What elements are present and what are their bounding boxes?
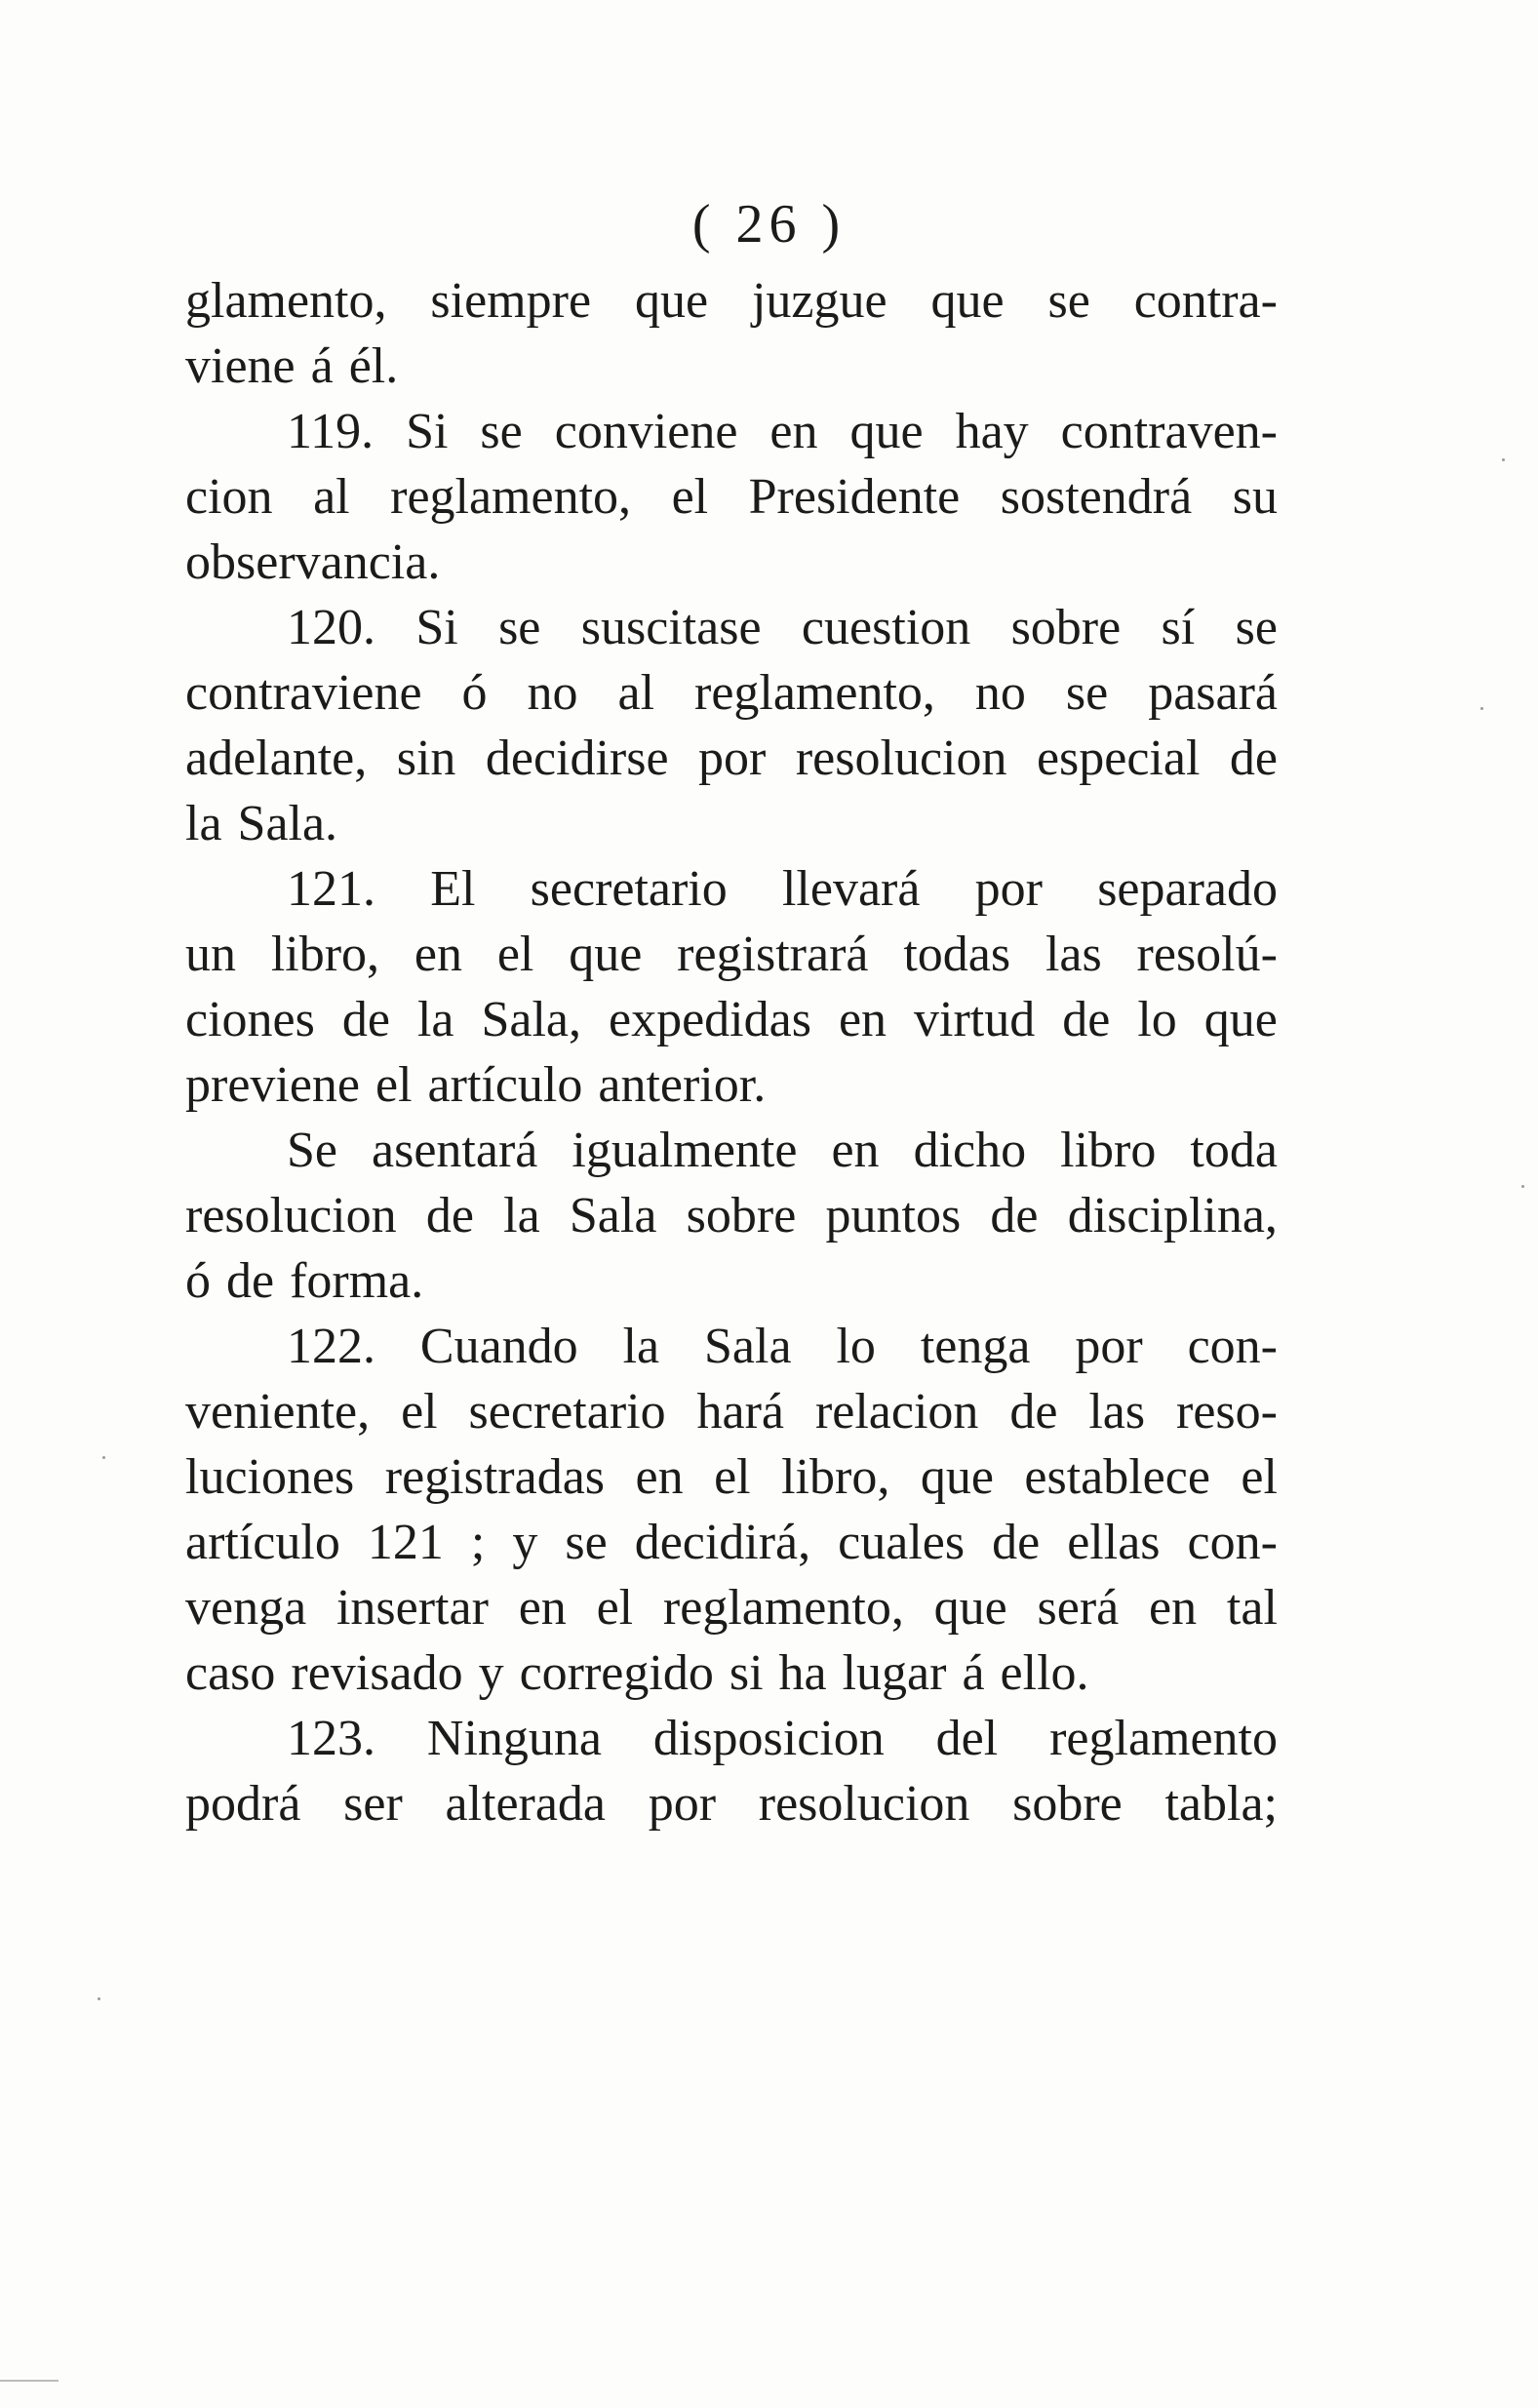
word: la (503, 1188, 540, 1243)
text-line (185, 268, 1278, 334)
word: Si (415, 600, 458, 655)
word: al (313, 469, 350, 525)
word: hará (696, 1384, 785, 1440)
word: reglamento, (694, 665, 935, 721)
word: sobre (1010, 600, 1122, 655)
word: de (341, 992, 390, 1047)
word: resolú- (1136, 927, 1278, 982)
word: 123. (287, 1711, 375, 1766)
paper-speck (102, 1456, 105, 1459)
text-line (185, 1575, 1278, 1640)
word: relacion (814, 1384, 979, 1440)
word: á (962, 1645, 985, 1701)
word: de (1229, 730, 1278, 786)
word: ó (461, 665, 488, 721)
word: lo (1137, 992, 1177, 1047)
word: contraven- (1060, 404, 1278, 459)
word: la (185, 796, 222, 851)
word: y (512, 1515, 538, 1570)
word: artículo (185, 1515, 340, 1570)
word: siempre (430, 273, 592, 329)
word: decidirse (485, 730, 669, 786)
word: por (974, 861, 1043, 917)
word: el (496, 927, 534, 982)
text-line (185, 856, 1278, 922)
word: sostendrá (1000, 469, 1193, 525)
word: resolucion (758, 1776, 970, 1832)
word: lugar (842, 1645, 947, 1701)
word: sin (396, 730, 456, 786)
word: el (714, 1449, 751, 1505)
word: disposicion (652, 1711, 885, 1766)
word: podrá (185, 1776, 301, 1832)
text-line (185, 1314, 1278, 1379)
word: en (518, 1580, 567, 1636)
word: en (635, 1449, 684, 1505)
word: un (185, 927, 236, 982)
word: 122. (287, 1319, 375, 1374)
word: en (1149, 1580, 1198, 1636)
word: conviene (554, 404, 738, 459)
word: forma. (290, 1253, 424, 1309)
word: 119. (287, 404, 375, 459)
word: que (1203, 992, 1278, 1047)
page-number: ( 26 ) (691, 194, 847, 255)
word: glamento, (185, 273, 387, 329)
word: el (375, 1057, 413, 1113)
word: cuestion (801, 600, 971, 655)
word: y (478, 1645, 504, 1701)
word: virtud (914, 992, 1036, 1047)
word: igualmente (572, 1123, 798, 1178)
word: las (1045, 927, 1102, 982)
word: del (935, 1711, 999, 1766)
word: en (414, 927, 462, 982)
word: si (729, 1645, 764, 1701)
word: ha (778, 1645, 827, 1701)
word: libro, (781, 1449, 890, 1505)
word: la (416, 992, 454, 1047)
text-line (185, 1444, 1278, 1510)
word: el (671, 469, 709, 525)
word: en (838, 992, 887, 1047)
word: luciones (185, 1449, 355, 1505)
word: Sala, (481, 992, 581, 1047)
word: disciplina, (1067, 1188, 1278, 1243)
text-line (185, 334, 1278, 399)
text-line (185, 1052, 1278, 1118)
word: previene (185, 1057, 361, 1113)
text-line (185, 660, 1278, 726)
word: separado (1097, 861, 1278, 917)
word: asentará (372, 1123, 538, 1178)
word: ciones (185, 992, 315, 1047)
word: tenga (920, 1319, 1031, 1374)
text-line (185, 1118, 1278, 1183)
word: registrará (677, 927, 869, 982)
word: Sala. (237, 796, 338, 851)
paper-speck (1502, 458, 1505, 461)
word: que (920, 1449, 994, 1505)
word: especial (1036, 730, 1201, 786)
word: Presidente (748, 469, 961, 525)
text-line (185, 595, 1278, 660)
word: Sala (569, 1188, 657, 1243)
word: se (480, 404, 523, 459)
word: cion (185, 469, 273, 525)
word: que (849, 404, 924, 459)
word: que (933, 1580, 1007, 1636)
word: ser (343, 1776, 403, 1832)
word: caso (185, 1645, 276, 1701)
word: El (430, 861, 476, 917)
word: en (831, 1123, 880, 1178)
word: será (1037, 1580, 1120, 1636)
word: sobre (686, 1188, 797, 1243)
word: de (425, 1188, 474, 1243)
word: se (1047, 273, 1090, 329)
text-line (185, 1771, 1278, 1836)
word: libro (1060, 1123, 1157, 1178)
text-line (185, 726, 1278, 791)
text-line (185, 1248, 1278, 1314)
word: llevará (781, 861, 921, 917)
text-line (185, 1379, 1278, 1444)
word: hay (955, 404, 1029, 459)
word: se (1235, 600, 1278, 655)
word: 121 (367, 1515, 444, 1570)
word: no (974, 665, 1026, 721)
word: de (992, 1515, 1041, 1570)
word: insertar (335, 1580, 489, 1636)
word: 120. (287, 600, 375, 655)
word: resolucion (795, 730, 1007, 786)
word: reglamento (1049, 1711, 1278, 1766)
word: contra- (1133, 273, 1278, 329)
word: con- (1187, 1319, 1278, 1374)
text-line (185, 1706, 1278, 1771)
word: suscitase (580, 600, 762, 655)
word: no (527, 665, 578, 721)
word: de (990, 1188, 1039, 1243)
word: á (310, 338, 334, 394)
word: adelante, (185, 730, 368, 786)
word: secretario (468, 1384, 666, 1440)
word: que (634, 273, 709, 329)
word: Cuando (419, 1319, 578, 1374)
word: ; (470, 1515, 486, 1570)
word: reglamento, (390, 469, 632, 525)
word: venga (185, 1580, 307, 1636)
word: lo (836, 1319, 876, 1374)
word: que (569, 927, 643, 982)
word: al (617, 665, 655, 721)
paper-edge-mark (0, 2380, 59, 2382)
word: revisado (291, 1645, 463, 1701)
word: resolucion (185, 1188, 397, 1243)
word: todas (903, 927, 1011, 982)
word: con- (1187, 1515, 1278, 1570)
word: decidirá, (634, 1515, 811, 1570)
text-line (185, 922, 1278, 987)
word: se (565, 1515, 608, 1570)
word: toda (1190, 1123, 1278, 1178)
word: se (1065, 665, 1109, 721)
word: sobre (1012, 1776, 1123, 1832)
word: ello. (1000, 1645, 1089, 1701)
word: establece (1024, 1449, 1210, 1505)
word: reglamento, (662, 1580, 904, 1636)
word: Se (287, 1123, 337, 1178)
word: Ninguna (426, 1711, 602, 1766)
text-line (185, 1640, 1278, 1706)
word: ellas (1067, 1515, 1161, 1570)
word: se (498, 600, 541, 655)
word: juzgue (751, 273, 887, 329)
word: él. (348, 338, 399, 394)
word: el (1241, 1449, 1278, 1505)
word: tal (1226, 1580, 1278, 1636)
text-line (185, 987, 1278, 1052)
word: reso- (1176, 1384, 1278, 1440)
paper-speck (1521, 1185, 1524, 1188)
word: Si (406, 404, 449, 459)
word: expedidas (609, 992, 811, 1047)
text-line (185, 1183, 1278, 1248)
word: su (1232, 469, 1278, 525)
word: en (769, 404, 818, 459)
word: de (226, 1253, 275, 1309)
text-line (185, 399, 1278, 464)
body-text (185, 268, 1278, 1836)
word: viene (185, 338, 296, 394)
word: puntos (825, 1188, 962, 1243)
word: pasará (1148, 665, 1278, 721)
word: las (1088, 1384, 1146, 1440)
paper-speck (1480, 707, 1483, 710)
word: alterada (445, 1776, 607, 1832)
word: la (622, 1319, 660, 1374)
text-line (185, 791, 1278, 856)
text-line (185, 464, 1278, 530)
word: sí (1161, 600, 1196, 655)
word: el (401, 1384, 438, 1440)
word: contraviene (185, 665, 422, 721)
word: el (596, 1580, 634, 1636)
word: por (648, 1776, 717, 1832)
text-line (185, 1510, 1278, 1575)
word: artículo (427, 1057, 583, 1113)
word: por (1075, 1319, 1143, 1374)
word: Sala (704, 1319, 792, 1374)
word: de (1009, 1384, 1058, 1440)
word: corregido (519, 1645, 714, 1701)
word: ó (185, 1253, 211, 1309)
word: anterior. (598, 1057, 767, 1113)
word: veniente, (185, 1384, 371, 1440)
word: registradas (384, 1449, 606, 1505)
word: tabla; (1164, 1776, 1278, 1832)
word: que (930, 273, 1005, 329)
word: libro, (270, 927, 380, 982)
word: cuales (838, 1515, 966, 1570)
word: de (1062, 992, 1111, 1047)
paper-speck (98, 1997, 100, 2000)
word: dicho (913, 1123, 1027, 1178)
word: secretario (530, 861, 728, 917)
text-line (185, 530, 1278, 595)
word: 121. (287, 861, 375, 917)
word: por (698, 730, 767, 786)
word: observancia. (185, 534, 441, 590)
